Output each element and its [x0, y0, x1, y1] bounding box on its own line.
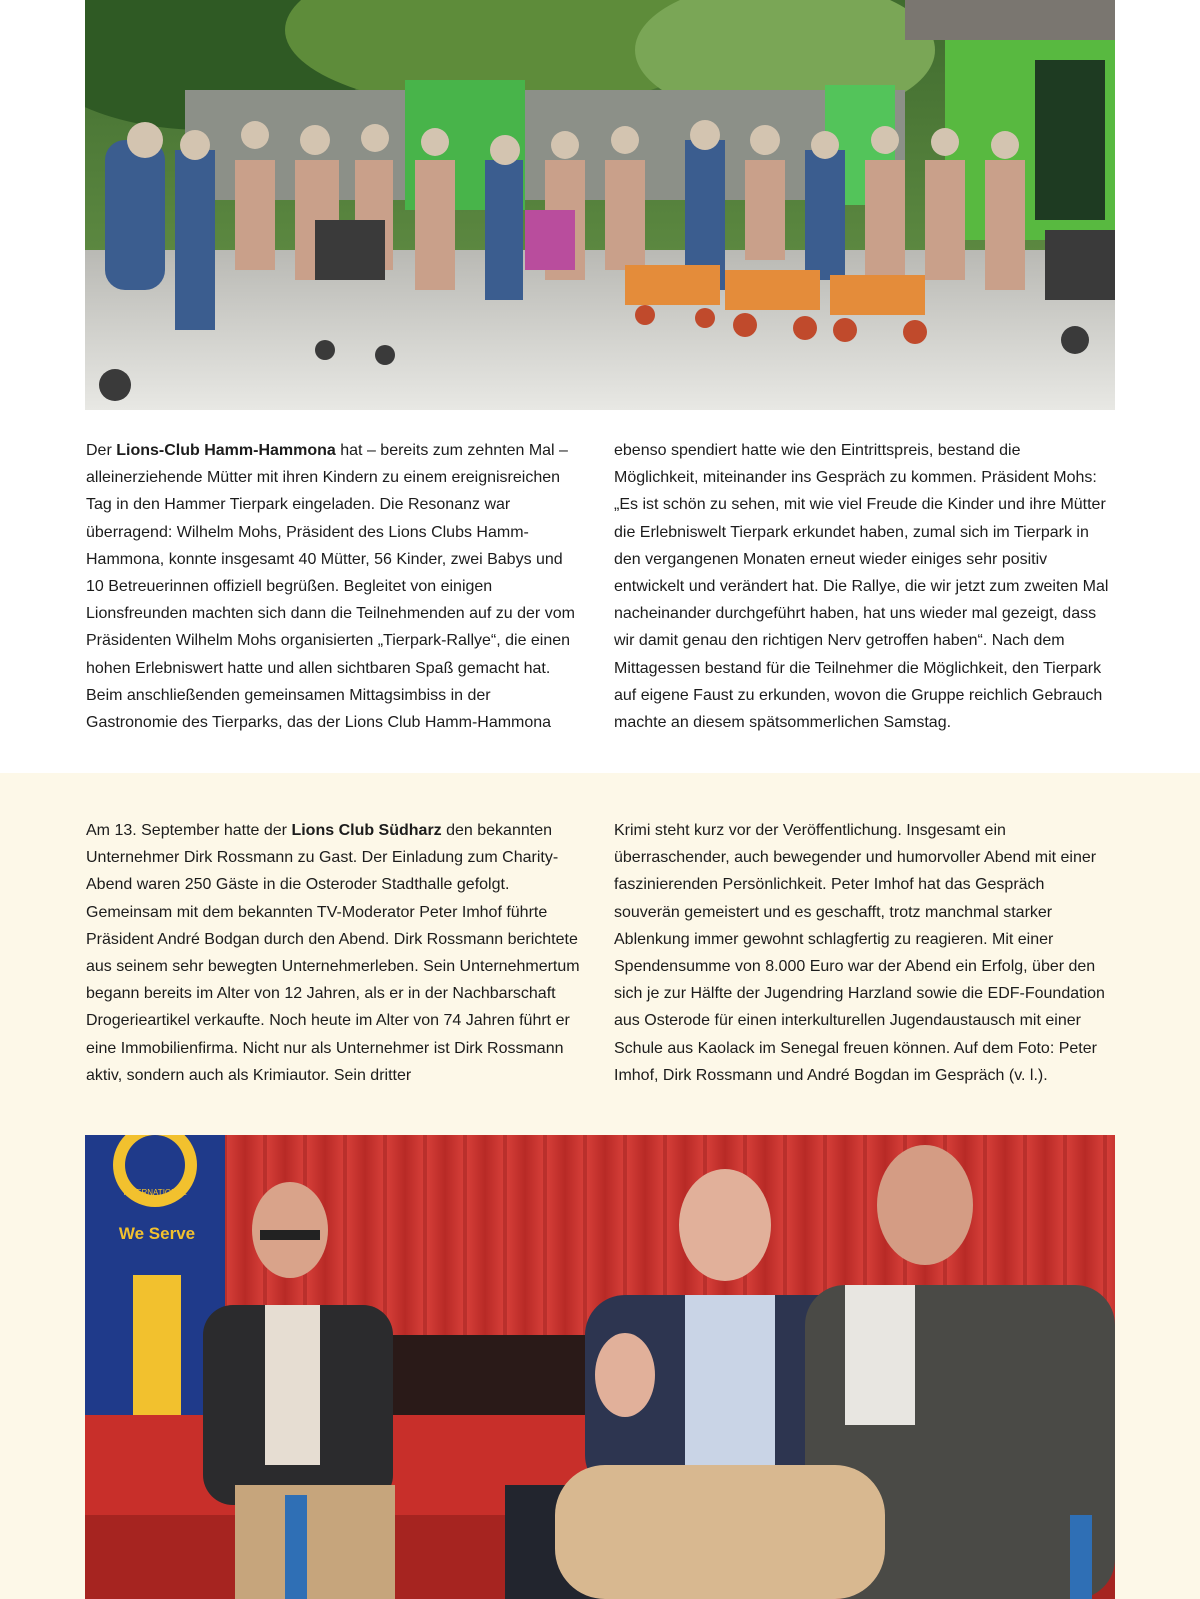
article-hamm-body-1: hat – bereits zum zehnten Mal – alleinerziehende Mütter mit ihren Kindern zu einem ereignisreichen Tag in den Hammer Tierpark eingeladen. Die Resonanz war überragend: Wilhelm Mohs, Präsident des Lions Clubs Hamm-Hammona, konnte insgesamt 40 Mütter, 56 Kinder, zwei Babys und 10 Betreuerinnen offiziell begrüßen. Begleitet von einigen Lionsfreunden machten sich dann die Teilnehmenden auf zu der vom Präsidenten Wilhelm Mohs organisierten „Tierpark-Rallye“, die einen hohen Erlebniswert hatte und allen sichtbaren Spaß gemacht hat. Beim anschließenden gemeinsamen Mittagsimbiss in der Gastronomie des Tierparks, das der Lions Club Hamm-Hammona [86, 442, 575, 732]
tierpark-group-photo [85, 0, 1115, 410]
article-hamm-text-1 [86, 437, 581, 736]
article-hamm-body-2: ebenso spendiert hatte wie den Eintrittspreis, bestand die Möglichkeit, miteinander ins Gespräch zu kommen. Präsident Mohs: „Es ist schön zu sehen, mit wie viel Freude die Kinder und ihre Mütter die Erlebniswelt Tierpark erkundet haben, zumal sich im Tierpark in den vergangenen Monaten erneut wieder einiges sehr positiv entwickelt und verändert hat. Die Rallye, die wir jetzt zum zweiten Mal nacheinander durchgeführt haben, hat uns wieder mal gezeigt, dass wir damit genau den richtigen Nerv getroffen haben“. Nach dem Mittagessen bestand für die Teilnehmer die Möglichkeit, den Tierpark auf eigene Faust zu erkunden, wovon die Gruppe reichlich Gebrauch machte an diesem spätsommerlichen Samstag. [614, 442, 1109, 732]
article-hamm-intro: Der [86, 442, 117, 459]
lions-seal-text: INTERNATIONAL [123, 1188, 187, 1197]
club-name-hamm-hammona: Lions-Club Hamm-Hammona [116, 442, 336, 459]
stage-conversation-photo [85, 1135, 1115, 1599]
article-suedharz-column-2 [614, 817, 1109, 1089]
article-suedharz-body-2: Krimi steht kurz vor der Veröffentlichung. Insgesamt ein überraschender, auch bewegender und humorvoller Abend mit einer faszinierenden Persönlichkeit. Peter Imhof hat das Gespräch souverän gemeistert und es geschafft, trotz manchmal starker Ablenkung immer gewohnt schlagfertig zu reagieren. Mit einer Spendensumme von 8.000 Euro war der Abend ein Erfolg, über den sich je zur Hälfte der Jugendring Harzland sowie die EDF-Foundation aus Osterode für einen interkulturellen Jugendaustausch mit einer Schule aus Kaolack im Senegal freuen können. Auf dem Foto: Peter Imhof, Dirk Rossmann und André Bogdan im Gespräch (v. l.). [614, 822, 1105, 1084]
article-hamm-column-1 [86, 437, 581, 736]
article-hamm-section [0, 0, 1200, 773]
article-suedharz-text-1 [86, 817, 581, 1089]
article-suedharz-column-1 [86, 817, 581, 1089]
stage-conversation-photo-image [85, 1135, 1115, 1599]
we-serve-banner-text: We Serve [118, 1224, 196, 1243]
article-hamm-column-2 [614, 437, 1109, 736]
tierpark-group-photo-image [85, 0, 1115, 410]
article-suedharz-body-1: den bekannten Unternehmer Dirk Rossmann zu Gast. Der Einladung zum Charity-Abend waren 250 Gäste in die Osteroder Stadthalle gefolgt. Gemeinsam mit dem bekannten TV-Moderator Peter Imhof führte Präsident André Bodgan durch den Abend. Dirk Rossmann berichtete aus seinem sehr bewegten Unternehmerleben. Sein Unternehmertum begann bereits im Alter von 12 Jahren, als er in der Nachbarschaft Drogerieartikel verkaufte. Noch heute im Alter von 74 Jahren führt er eine Immobilienfirma. Nicht nur als Unternehmer ist Dirk Rossmann aktiv, sondern auch als Krimiautor. Sein dritter [86, 822, 580, 1084]
article-suedharz-intro: Am 13. September hatte der [86, 822, 292, 839]
club-name-suedharz: Lions Club Südharz [291, 822, 442, 839]
